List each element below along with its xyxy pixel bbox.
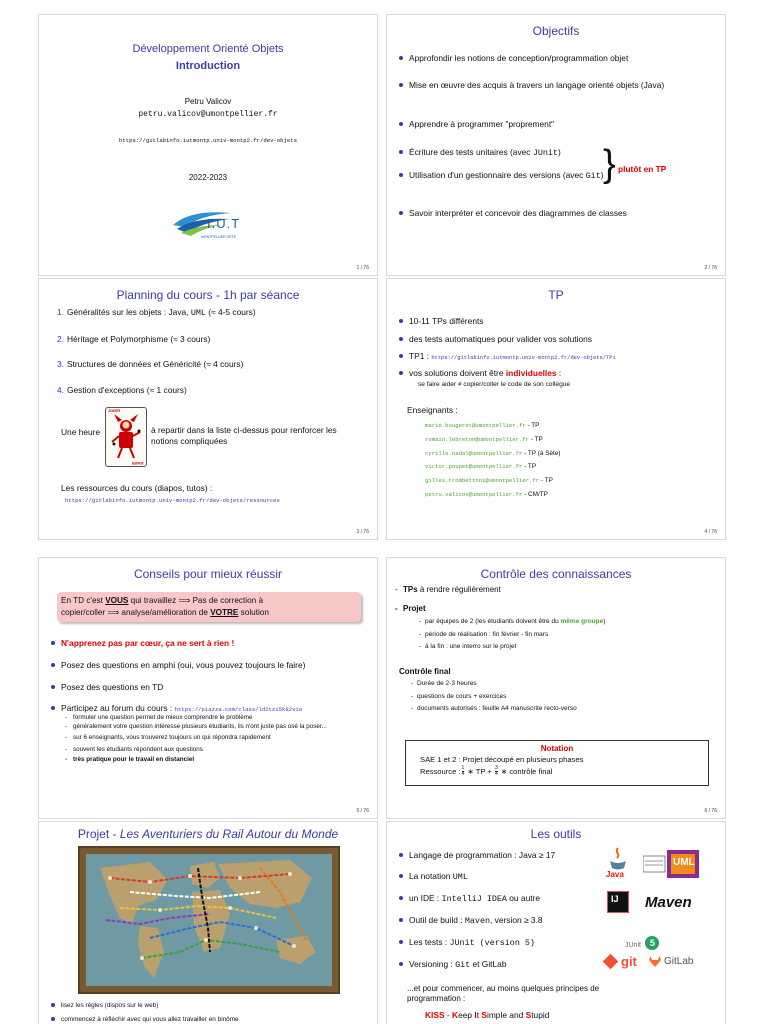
maven-logo: Maven: [645, 894, 692, 911]
tp1-url[interactable]: https://gitlabinfo.iutmontp.univ-montp2.fr/dev-objets/TP1: [431, 355, 616, 361]
individual-note: se faire aider ≠ copier/coller le code de son collègue: [418, 381, 571, 388]
game-board-image: [78, 846, 340, 994]
iut-logo-text: I.U.T: [207, 216, 241, 231]
forum-url[interactable]: https://piazza.com/class/ld2tzi5k82via: [174, 706, 303, 713]
tool-item: Langage de programmation : Java ≥ 17: [387, 850, 617, 861]
final-subitem: - documents autorisés : feuille A4 manuscrite recto-verso: [387, 705, 717, 714]
gitlab-logo: [649, 956, 693, 967]
warning-item: N'apprenez pas par cœur, ça ne sert à rien !: [39, 638, 234, 649]
projet-subitems: [387, 618, 725, 652]
objective-item-tests: Écriture des tests unitaires (avec JUnit): [387, 147, 607, 159]
objective-item: Mise en œuvre des acquis à travers un langage orienté objets (Java): [387, 80, 717, 91]
tool-item: Versioning : Git et GitLab: [387, 959, 617, 971]
teacher-row: cyrille.nadal@umontpellier.fr - TP (à Sète): [425, 449, 561, 457]
forum-item: Participez au forum du cours : https://piazza.com/class/ld2tzi5k82via: [39, 703, 302, 715]
joker-card: [105, 407, 147, 467]
teachers-label: Enseignants :: [407, 405, 458, 415]
author-name: Petru Valicov: [184, 97, 232, 106]
tp-line: - TPs à rendre régulièrement: [387, 585, 501, 595]
teacher-row: marin.bougeret@umontpellier.fr - TP: [425, 422, 540, 429]
page-number: 1 / 76: [356, 265, 369, 271]
java-logo-text: Java: [606, 870, 624, 879]
git-diamond-icon: [603, 954, 619, 970]
advice-item: Posez des questions en TD: [39, 682, 163, 693]
fraction-one-quarter: 1 4: [461, 765, 465, 777]
tp1-item: TP1 : https://gitlabinfo.iutmontp.univ-montp2.fr/dev-objets/TP1: [387, 351, 616, 364]
slide-1-title: [38, 14, 378, 276]
highlight-box: [57, 592, 361, 622]
gitlab-fox-icon: [649, 956, 661, 967]
tool-item: un IDE : IntelliJ IDEA ou autre: [387, 893, 617, 905]
slide-title: Conseils pour mieux réussir: [133, 567, 283, 581]
uml-logo-text: UML: [673, 857, 695, 868]
box-line-2: copier/coller ⟹ analyse/amélioration de VOTRE solution: [61, 608, 269, 617]
forum-subitem: - sur 6 enseignants, vous trouverez toujours un qui répondra rapidement: [39, 734, 369, 743]
resources-label: Les ressources du cours (diapos, tutos) :: [61, 483, 213, 493]
slide-title: Projet - Les Aventuriers du Rail Autour du Monde: [77, 827, 339, 841]
page-number: 5 / 76: [356, 808, 369, 814]
page-number: 3 / 76: [356, 529, 369, 535]
final-label: Contrôle final: [399, 667, 451, 676]
planning-item-1: 1. Généralités sur les objets : Java, UML (≈ 4-5 cours): [57, 307, 256, 318]
tool-item: Outil de build : Maven, version ≥ 3.8: [387, 915, 617, 927]
iut-logo-subtext: MONTPELLIER-SÈTE: [201, 235, 237, 239]
final-subitems: [387, 680, 717, 714]
slide-title: Contrôle des connaissances: [480, 567, 632, 581]
intellij-logo-text: IJ: [611, 894, 619, 904]
page-number: 2 / 76: [704, 265, 717, 271]
objective-item: Apprendre à programmer "proprement": [387, 119, 717, 130]
tp-item: des tests automatiques pour valider vos solutions: [387, 334, 592, 345]
junit-logo: [625, 934, 659, 952]
intellij-logo: [607, 891, 629, 913]
slide-title: Les outils: [530, 827, 582, 841]
git-logo-text: git: [621, 954, 637, 969]
slide-3-planning: [38, 278, 378, 540]
joker-card-top-label: JOKER: [108, 409, 121, 413]
joker-card-bottom-label: JOKER: [131, 461, 144, 465]
tool-item: La notation UML: [387, 871, 617, 883]
slide-7-project: [38, 821, 378, 1024]
junit-logo-text: JUnit: [625, 942, 641, 949]
uml-logo: [643, 848, 701, 880]
course-subtitle: Introduction: [175, 60, 241, 72]
java-logo: [605, 846, 631, 880]
iut-logo: [171, 207, 247, 243]
notation-line-2: Ressource : 1 4 ∗ TP + $\frac{3}{4}$ ∗ contrôle final: [420, 765, 553, 777]
joker-label: Une heure: [61, 427, 101, 437]
course-url[interactable]: https://gitlabinfo.iutmontp.univ-montp2.fr/dev-objets: [119, 137, 297, 144]
projet-subitem: - à la fin : une interro sur le projet: [387, 643, 725, 652]
final-subitem: - questions de cours + exercices: [387, 693, 717, 702]
slide-6-assessment: [386, 557, 726, 819]
project-item: lisez les règles (dispos sur le web): [39, 1000, 158, 1011]
outro-text: ...et pour commencer, au moins quelques principes de programmation :: [407, 984, 600, 1003]
projet-label: - Projet: [387, 604, 426, 614]
notation-title: Notation: [540, 744, 574, 753]
course-title: Développement Orienté Objets: [132, 43, 284, 55]
kiss-line: KISS - Keep It Simple and Stupid: [425, 1010, 550, 1020]
joker-description: à repartir dans la liste ci-dessus pour renforcer les notions compliquées: [151, 425, 337, 446]
forum-subitems: [39, 714, 369, 765]
author-email: petru.valicov@umontpellier.fr: [138, 110, 278, 119]
forum-subitem-bold: - très pratique pour le travail en distanciel: [39, 756, 369, 765]
slide-5-advice: [38, 557, 378, 819]
world-map-board: [80, 848, 338, 992]
forum-subitem: - généralement votre question intéresse plusieurs étudiants, ils n'ont juste pas osé la poser...: [39, 723, 369, 732]
objective-item: Approfondir les notions de conception/programmation objet: [387, 53, 717, 64]
planning-item-3: 3. Structures de données et Généricité (≈ 4 cours): [57, 359, 244, 369]
git-logo: [605, 954, 637, 969]
slide-title: Planning du cours - 1h par séance: [116, 288, 300, 302]
individual-item: vos solutions doivent être individuelles :: [387, 368, 561, 379]
teacher-row: victor.poupet@umontpellier.fr - TP: [425, 463, 537, 471]
academic-year: 2022-2023: [188, 173, 228, 182]
notation-line-1: SAE 1 et 2 : Projet découpé en plusieurs phases: [420, 755, 584, 764]
slide-title: TP: [548, 288, 564, 302]
page-number: 4 / 76: [704, 529, 717, 535]
teachers-list: [425, 419, 560, 502]
notation-box: [405, 740, 709, 786]
planning-item-2: 2. Héritage et Polymorphisme (≈ 3 cours): [57, 334, 211, 344]
planning-item-4: 4. Gestion d'exceptions (≈ 1 cours): [57, 385, 187, 395]
forum-subitem: - formuler une question permet de mieux comprendre le problème: [39, 714, 369, 723]
projet-subitem: - par équipes de 2 (les étudiants doivent être du même groupe): [387, 618, 725, 627]
joker-icon: [106, 408, 146, 466]
slide-4-tp: [386, 278, 726, 540]
gitlab-logo-text: GitLab: [664, 956, 694, 967]
resources-url[interactable]: https://gitlabinfo.iutmontp.univ-montp2.fr/dev-objets/ressources: [65, 497, 280, 504]
forum-subitem: - souvent les étudiants répondent aux questions: [39, 746, 369, 755]
slide-2-objectives: [386, 14, 726, 276]
teacher-row: petru.valicov@umontpellier.fr - CM/TP: [425, 490, 548, 498]
junit-5-badge: 5: [645, 936, 659, 950]
advice-item: Posez des questions en amphi (oui, vous pouvez toujours le faire): [39, 660, 305, 671]
tool-item: Les tests : JUnit (version 5): [387, 937, 617, 949]
objective-item-versioning: Utilisation d'un gestionnaire des versions (avec Git): [387, 170, 607, 182]
teacher-row: romain.lebreton@umontpellier.fr - TP: [425, 435, 543, 443]
box-line-1: En TD c'est VOUS qui travaillez ⟹ Pas de correction à: [61, 596, 264, 605]
slide-title: Objectifs: [532, 24, 580, 38]
projet-subitem: - période de réalisation : fin février - fin mars: [387, 631, 725, 640]
java-cup-icon: [605, 846, 631, 872]
tp-item: 10-11 TPs différents: [387, 316, 484, 327]
brace-label: plutôt en TP: [618, 164, 667, 174]
fraction-three-quarters: $\frac{3}{4}$: [494, 765, 498, 777]
final-subitem: - Durée de 2-3 heures: [387, 680, 717, 689]
teacher-row: gilles.trombettoni@umontpellier.fr - TP: [425, 477, 553, 485]
page-number: 6 / 76: [704, 808, 717, 814]
right-brace: }: [603, 143, 616, 185]
project-item: commencez à réfléchir avec qui vous allez travailler en binôme: [39, 1014, 239, 1024]
tools-list: [387, 850, 617, 971]
objective-item: Savoir interpréter et concevoir des diagrammes de classes: [387, 208, 717, 219]
slide-8-tools: [386, 821, 726, 1024]
